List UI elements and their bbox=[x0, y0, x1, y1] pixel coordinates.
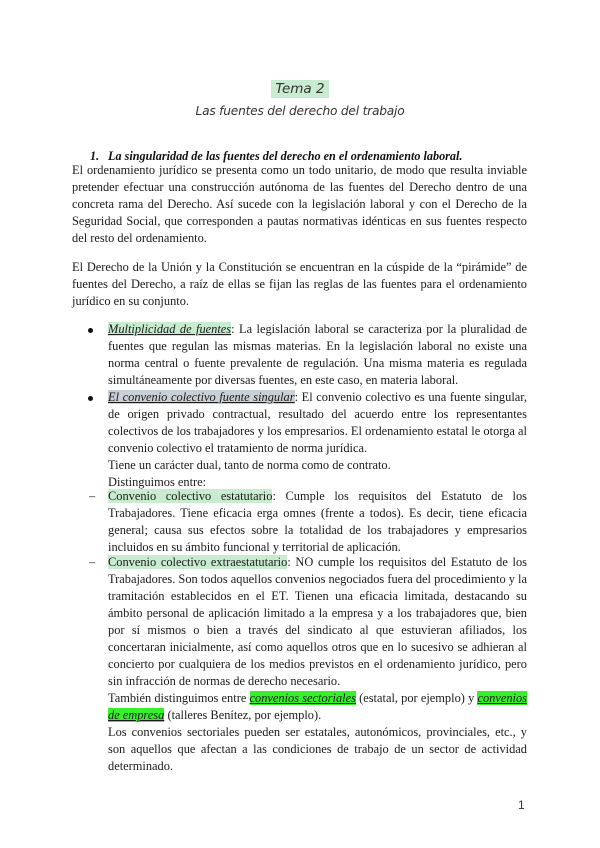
document-title: Tema 2 bbox=[271, 80, 328, 98]
paragraph-1: El ordenamiento jurídico se presenta como un todo unitario, de modo que resulta inviable pretender efectuar una construcción autónoma de las fuentes del Derecho dentro de una concreta rama del Derecho. Así sucede con la legislación laboral y con el Derecho de la Seguridad Social, que corresponden a pautas normativas idénticas en sus fuentes respecto del resto del ordenamiento. bbox=[72, 163, 527, 245]
closing-text: Los convenios sectoriales pueden ser estatales, autonómicos, provinciales, etc., y son aquellos que afectan a las condiciones de trabajo de un sector de actividad determinado. bbox=[108, 725, 527, 773]
bullet-term: Multiplicidad de fuentes bbox=[108, 322, 232, 336]
dash-marker: – bbox=[89, 489, 96, 503]
paragraph-2: El Derecho de la Unión y la Constitución se encuentran en la cúspide de la “pirámide” de fuentes del Derecho, a raíz de ellas se fijan las reglas de las fuentes para el ordenamiento jurídico en su conjunto. bbox=[72, 260, 527, 308]
distinction-prefix: También distinguimos entre bbox=[108, 691, 247, 705]
distinction-line bbox=[108, 690, 527, 724]
bullet-extra-line: Tiene un carácter dual, tanto de norma como de contrato. bbox=[108, 458, 391, 472]
dash-term: Convenio colectivo extraestatutario bbox=[108, 555, 288, 569]
section-heading-text: La singularidad de las fuentes del derecho en el ordenamiento laboral. bbox=[108, 149, 463, 163]
document-subtitle: Las fuentes del derecho del trabajo bbox=[195, 104, 405, 118]
page-number: 1 bbox=[518, 798, 525, 812]
dash-marker: – bbox=[89, 555, 96, 569]
bullet-extra-line: Distinguimos entre: bbox=[108, 475, 207, 489]
dash-item-extraestatutario bbox=[108, 554, 527, 775]
bullet-item-multiplicidad bbox=[108, 321, 527, 389]
bullet-marker bbox=[88, 396, 93, 401]
convenios-sectoriales-term: convenios sectoriales bbox=[249, 691, 356, 705]
bullet-text: : La legislación laboral se caracteriza por la pluralidad de fuentes que regulan las mismas materias. En la legislación laboral no existe una norma central o fuente prevalente de regulación. Una misma materia es regulada simultáneamente por diversas fuentes, en este caso, en materia laboral. bbox=[108, 322, 527, 387]
convenios-empresa-term: convenios de empresa bbox=[108, 691, 527, 722]
dash-item-estatutario bbox=[108, 488, 527, 556]
bullet-term: El convenio colectivo fuente singular bbox=[108, 390, 295, 404]
title-container bbox=[0, 80, 600, 98]
dash-term: Convenio colectivo estatutario bbox=[108, 489, 273, 503]
section-number: 1. bbox=[90, 149, 100, 163]
dash-text: : Cumple los requisitos del Estatuto de los Trabajadores. Tiene eficacia erga omnes (frente a todos). Es decir, tiene eficacia general; causa sus efectos sobre la totalidad de los trabajadores y empresarios incluidos en su ámbito funcional y territorial de aplicación. bbox=[108, 489, 528, 554]
distinction-mid: (estatal, por ejemplo) y bbox=[359, 691, 475, 705]
bullet-marker bbox=[88, 328, 93, 333]
distinction-suffix: (talleres Benítez, por ejemplo). bbox=[167, 708, 322, 722]
bullet-text: : El convenio colectivo es una fuente singular, de origen privado contractual, resultado del acuerdo entre los representantes colectivos de los trabajadores y los empresarios. El ordenamiento estatal le otorga al convenio colectivo el tratamiento de norma jurídica. bbox=[108, 390, 527, 455]
bullet-item-convenio bbox=[108, 389, 527, 491]
dash-text: : NO cumple los requisitos del Estatuto de los Trabajadores. Son todos aquellos convenios negociados fuera del procedimiento y la tramitación establecidos en el ET. Tienen una eficacia limitada, destacando su ámbito personal de aplicación limitado a la empresa y a los trabajadores que, bien por sí mismos o bien a través del sindicato al que estuvieran afiliados, los concertaran inicialmente, así como aquellos otros que en lo sucesivo se adhieran al concierto por cualquiera de los medios previstos en el ordenamiento jurídico, pero sin infracción de normas de derecho necesario. bbox=[108, 555, 528, 688]
